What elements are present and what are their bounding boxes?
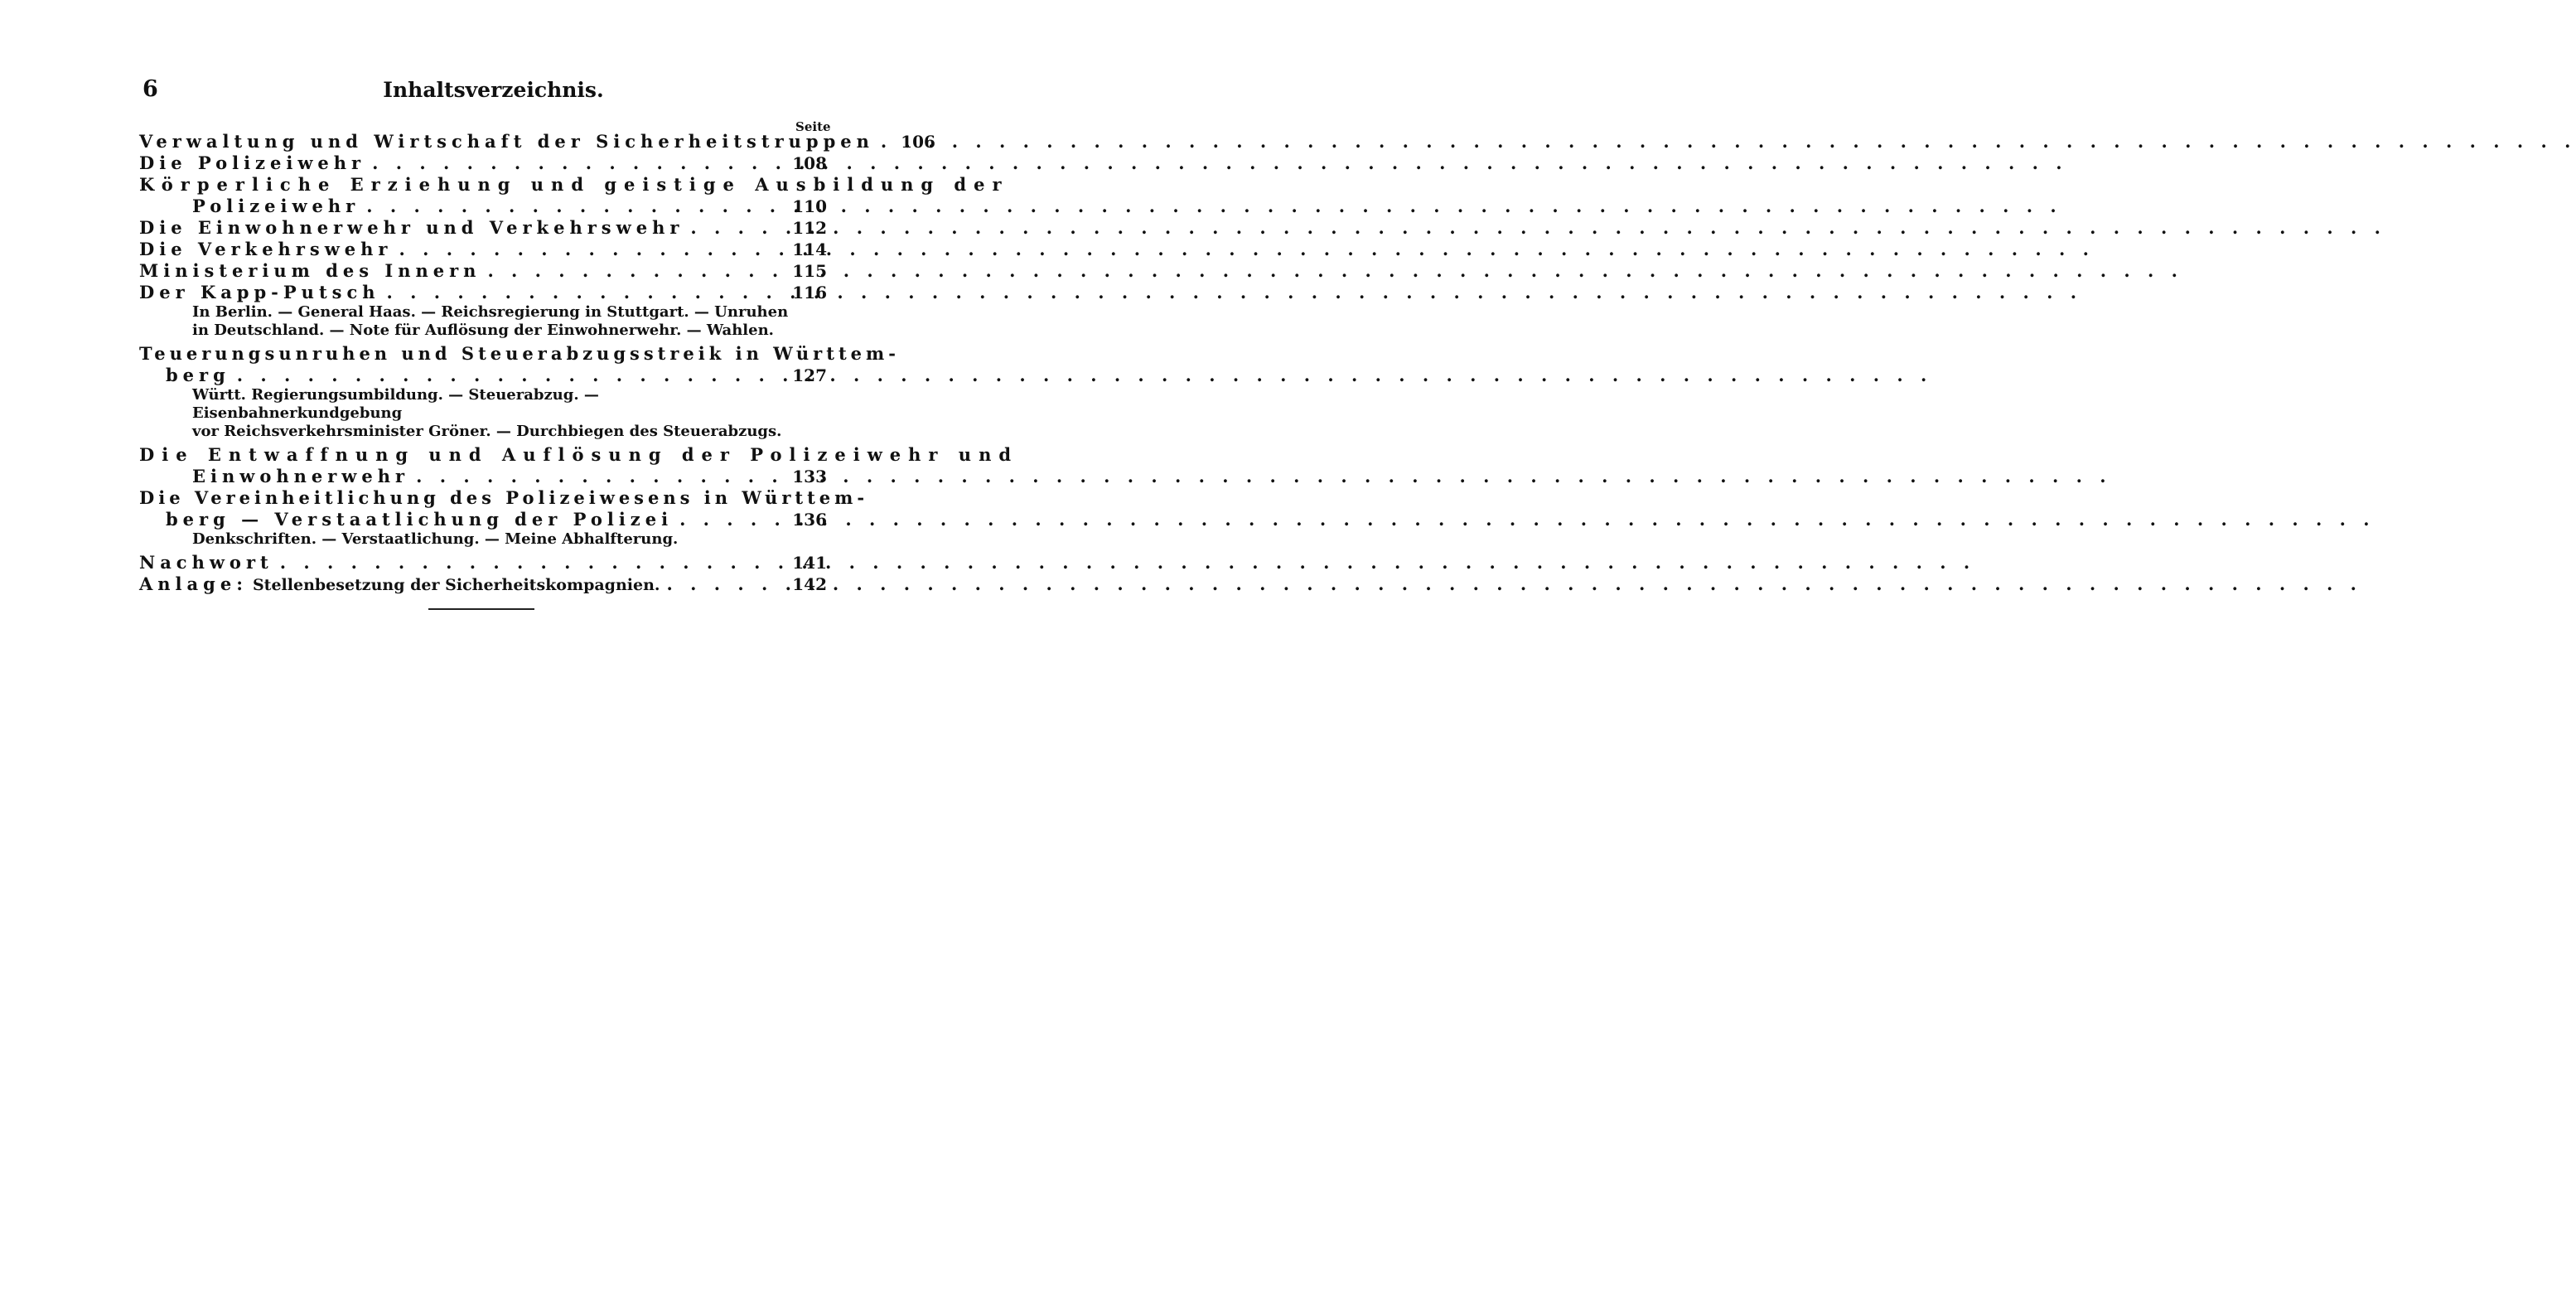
toc-entry-subtopics: In Berlin. — General Haas. — Reichsregierung in Stuttgart. — Unruhen — [192, 303, 789, 321]
toc-entry — [139, 217, 827, 239]
toc-entry-page: 127 — [792, 365, 827, 385]
leader-dots — [481, 260, 789, 281]
toc-entry-page: 110 — [792, 196, 827, 216]
leader-dots — [380, 282, 789, 302]
toc-entry — [139, 343, 900, 365]
toc-entry-continuation — [139, 466, 827, 487]
running-title: Inhaltsverzeichnis. — [383, 78, 604, 102]
toc-entry-page: 108 — [792, 153, 827, 173]
toc-entry-title: Stellenbesetzung der Sicherheitskompagnien. — [252, 576, 660, 594]
document-page — [0, 0, 1019, 1316]
leader-dots — [393, 239, 790, 259]
toc-entry-page: 114 — [792, 239, 827, 259]
toc-entry — [139, 573, 827, 595]
table-of-contents — [139, 131, 1019, 595]
leader-dots — [273, 552, 789, 573]
toc-entry-title: Einwohnerwehr — [192, 466, 410, 486]
toc-entry — [139, 552, 827, 573]
toc-entry-subtopics: in Deutschland. — Note für Auflösung der Einwohnerwehr. — Wahlen. — [192, 322, 774, 339]
toc-entry-title: Körperliche Erziehung und geistige Ausbildung der — [139, 174, 1009, 195]
leader-dots — [409, 466, 789, 486]
toc-entry-title: Verwaltung und Wirtschaft der Sicherheitstruppen — [139, 131, 874, 152]
toc-entry-subtopics: Württ. Regierungsumbildung. — Steuerabzug. — Eisenbahnerkundgebung — [192, 386, 599, 422]
toc-entry-page: 115 — [792, 261, 827, 281]
toc-entry — [139, 444, 1019, 466]
toc-entry-title: Nachwort — [139, 552, 273, 573]
leader-dots — [360, 196, 789, 216]
toc-entry-page: 141 — [792, 553, 827, 573]
leader-dots — [684, 217, 789, 238]
closing-rule — [428, 608, 534, 610]
toc-entry — [139, 174, 1009, 196]
toc-entry — [139, 260, 827, 282]
toc-entry-title: berg — [166, 365, 230, 385]
toc-entry — [139, 239, 827, 260]
toc-entry-title: Polizeiwehr — [192, 196, 360, 216]
toc-entry-page: 116 — [792, 283, 827, 302]
toc-entry-prefix: Anlage: — [139, 573, 248, 594]
toc-entry — [139, 131, 935, 152]
toc-entry-page: 136 — [792, 510, 827, 530]
toc-entry — [139, 487, 869, 509]
leader-dots — [673, 509, 789, 530]
toc-entry-subtopics: Denkschriften. — Verstaatlichung. — Meine Abhalfterung. — [192, 530, 679, 548]
toc-entry-page: 142 — [792, 574, 827, 594]
toc-entry-title: Die Vereinheitlichung des Polizeiwesens in Württem- — [139, 487, 869, 508]
toc-entry-title: Teuerungsunruhen und Steuerabzugsstreik in Württem- — [139, 343, 900, 364]
toc-entry-page: 112 — [792, 218, 827, 238]
toc-entry-page: 106 — [901, 132, 935, 152]
toc-entry-continuation — [139, 196, 827, 217]
toc-entry — [139, 152, 827, 174]
toc-entry-subtopics: vor Reichsverkehrsminister Gröner. — Durchbiegen des Steuerabzugs. — [192, 423, 782, 440]
toc-entry-title: Der Kapp-Putsch — [139, 282, 380, 302]
toc-entry — [139, 282, 827, 303]
toc-entry-title: Die Verkehrswehr — [139, 239, 393, 259]
page-number: 6 — [143, 76, 158, 102]
leader-dots — [365, 152, 789, 173]
toc-entry-title: Die Einwohnerwehr und Verkehrswehr — [139, 217, 684, 238]
page-column-label: Seite — [795, 119, 831, 134]
toc-entry-title: Ministerium des Innern — [139, 260, 481, 281]
toc-entry-continuation — [139, 365, 827, 386]
toc-entry-continuation — [139, 509, 827, 530]
toc-entry-title: berg — Verstaatlichung der Polizei — [166, 509, 674, 530]
leader-dots — [874, 131, 897, 152]
toc-entry-page: 133 — [792, 467, 827, 486]
leader-dots — [660, 573, 789, 594]
toc-entry-title: Die Polizeiwehr — [139, 152, 366, 173]
leader-dots — [230, 365, 789, 385]
toc-entry-title: Die Entwaffnung und Auflösung der Polizeiwehr und — [139, 444, 1019, 465]
